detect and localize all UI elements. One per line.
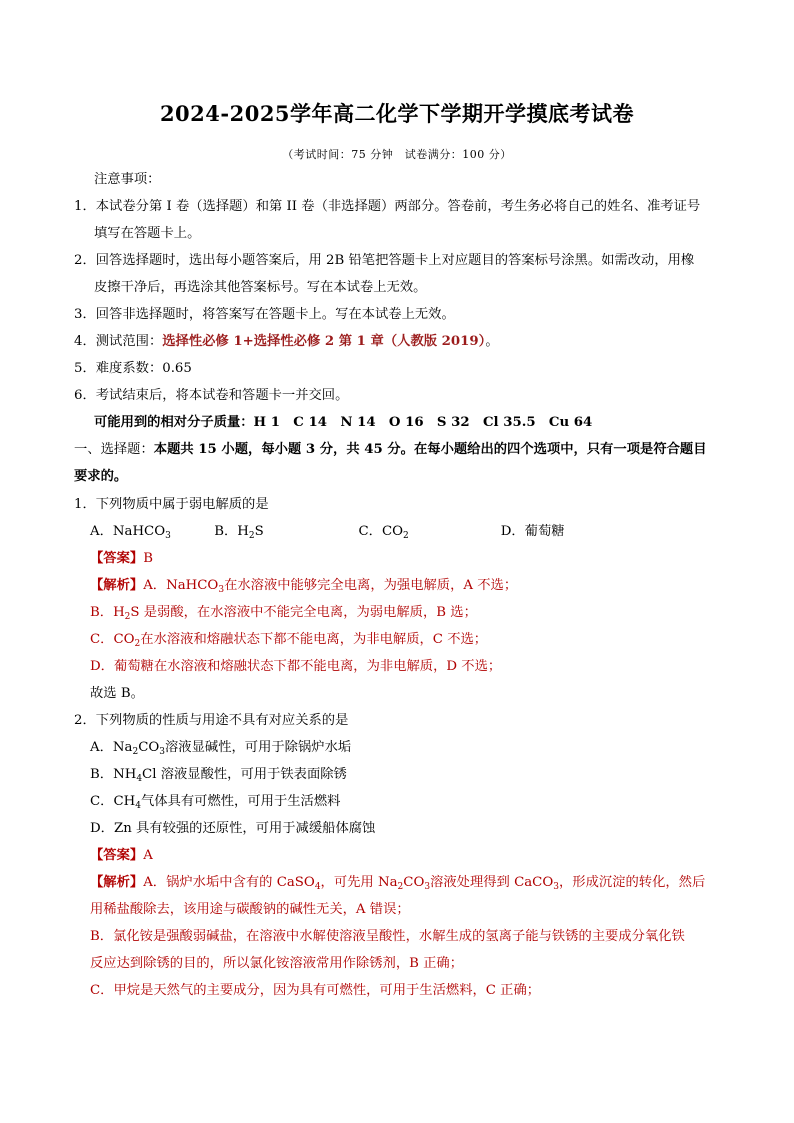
notes-heading: 注意事项：: [94, 172, 161, 187]
molar-masses: 可能用到的相对分子质量：H 1 C 14 N 14 O 16 S 32 Cl 35.5 Cu 64: [94, 415, 593, 430]
q2-option-a: A．$Na_2CO_3$溶液显碱性，可用于除锅炉水垢: [90, 740, 352, 757]
q2-option-c: C．$CH_4$气体具有可燃性，可用于生活燃料: [90, 794, 341, 811]
q1-explanation-c: C．$CO_2$在水溶液和熔融状态下都不能电离，为非电解质，C 不选；: [90, 632, 488, 649]
section-1-body: 本题共 15 小题，每小题 3 分，共 45 分。在每小题给出的四个选项中，只有一项是符合题目: [153, 442, 707, 457]
note-2a: 2．回答选择题时，选出每小题答案后，用 2B 铅笔把答题卡上对应题目的答案标号涂黑。如需改动，用橡: [74, 253, 695, 268]
q1-explanation-d: D．葡萄糖在水溶液和熔融状态下都不能电离，为非电解质，D 不选；: [90, 659, 502, 674]
q1-options: [90, 523, 750, 541]
q2-option-b: B．$NH_4Cl$ 溶液显酸性，可用于铁表面除锈: [90, 767, 347, 784]
note-4-scope: 选择性必修 1+选择性必修 2 第 1 章（人教版 2019）: [162, 334, 486, 349]
q2-option-d: D．Zn 具有较强的还原性，可用于减缓船体腐蚀: [90, 821, 376, 836]
q1-answer-value: B: [143, 551, 153, 566]
note-1b: 填写在答题卡上。: [94, 226, 201, 241]
q2-answer-value: A: [143, 848, 153, 863]
q2-explanation-c: C．甲烷是天然气的主要成分，因为具有可燃性，可用于生活燃料，C 正确；: [90, 983, 541, 998]
q2-answer-label: 【答案】: [90, 848, 144, 863]
q1-answer-label: 【答案】: [90, 551, 144, 566]
q2-explanation-b2: 反应达到除锈的目的，所以氯化铵溶液常用作除锈剂，B 正确；: [90, 956, 464, 971]
section-1-heading-cont: 要求的。: [74, 469, 128, 484]
note-5: 5．难度系数：0.65: [74, 361, 192, 376]
note-2b: 皮擦干净后，再选涂其他答案标号。写在本试卷上无效。: [94, 280, 427, 295]
exam-subtitle: （考试时间：75 分钟 试卷满分：100 分）: [282, 148, 512, 161]
q2-explanation-a2: 用稀盐酸除去，该用途与碳酸钠的碱性无关，A 错误；: [90, 902, 410, 917]
note-4: [74, 333, 734, 351]
q2-explanation-a1: 【解析】A．锅炉水垢中含有的 CaSO$_4$，可先用 $Na_2CO_3$溶液处理得到 CaCO$_3$，形成沉淀的转化，然后: [90, 875, 706, 892]
exam-title: 2024-2025学年高二化学下学期开学摸底考试卷: [159, 101, 635, 126]
note-1a: 1．本试卷分第 I 卷（选择题）和第 II 卷（非选择题）两部分。答卷前，考生务必将自己的姓名、准考证号: [74, 199, 701, 214]
q2-explanation-b1: B．氯化铵是强酸弱碱盐，在溶液中水解使溶液呈酸性，水解生成的氢离子能与铁锈的主要成分氧化铁: [90, 929, 685, 944]
q2-explanation-label: 【解析】: [90, 875, 144, 890]
q2-stem: 2．下列物质的性质与用途不具有对应关系的是: [74, 713, 349, 728]
q1-conclusion: 故选 B。: [90, 686, 144, 701]
note-6: 6．考试结束后，将本试卷和答题卡一并交回。: [74, 388, 349, 403]
note-4-prefix: 4．测试范围：: [74, 334, 163, 349]
note-4-suffix: 。: [485, 334, 499, 349]
q1-option-b: B．$H_2S$: [214, 524, 264, 541]
q2-answer: [90, 847, 750, 865]
q1-option-d: D．葡萄糖: [500, 524, 565, 539]
q1-answer: [90, 550, 750, 568]
q1-option-c: C．$CO_2$: [358, 524, 409, 541]
q1-explanation-label: 【解析】: [90, 578, 144, 593]
q1-explanation-b: B．$H_2S$ 是弱酸，在水溶液中不能完全电离，为弱电解质，B 选；: [90, 605, 477, 622]
section-1-prefix: 一、选择题：: [74, 442, 154, 457]
q1-stem: 1．下列物质中属于弱电解质的是: [74, 497, 269, 512]
section-1-heading: [74, 441, 734, 459]
q1-option-a: A．NaHCO$_3$: [90, 524, 171, 541]
note-3: 3．回答非选择题时，将答案写在答题卡上。写在本试卷上无效。: [74, 307, 455, 322]
q1-explanation-a: 【解析】A．NaHCO$_3$在水溶液中能够完全电离，为强电解质，A 不选；: [90, 578, 518, 595]
